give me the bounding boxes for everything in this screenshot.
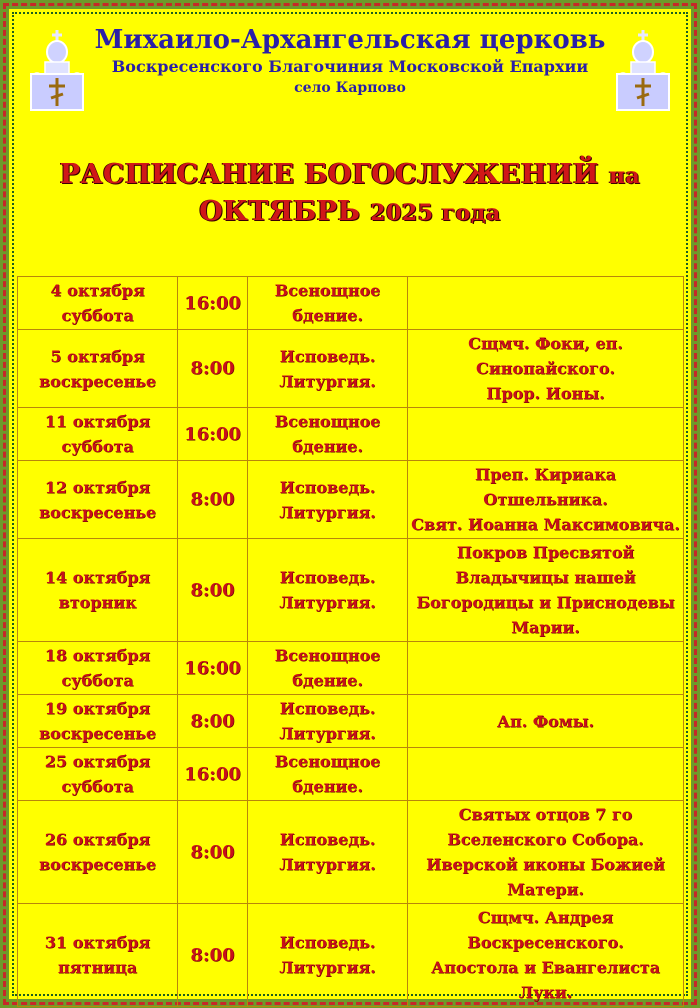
- date-text: 12 октября: [44, 477, 151, 497]
- time-cell: [178, 330, 248, 408]
- feast-cell: [408, 408, 684, 461]
- feast-line: Воскресенского.: [467, 933, 624, 952]
- time-text: 16:00: [184, 763, 241, 785]
- date-cell: [18, 801, 178, 904]
- service-line: Литургия.: [279, 724, 376, 743]
- table-row: [18, 904, 684, 1007]
- date-cell: [18, 748, 178, 801]
- service-line: Литургия.: [279, 502, 376, 522]
- table-row: [18, 539, 684, 642]
- date-cell: [18, 904, 178, 1007]
- feast-line: Синопайского.: [476, 359, 615, 378]
- feast-line: Марии.: [511, 618, 580, 637]
- feast-cell: [408, 330, 684, 408]
- time-cell: [178, 277, 248, 330]
- date-text: 18 октября: [44, 646, 151, 665]
- time-text: 8:00: [190, 489, 235, 510]
- feast-line: Луки.: [518, 983, 573, 1002]
- service-line: Исповедь.: [279, 933, 376, 952]
- date-text: 25 октября: [44, 752, 151, 771]
- service-line: Всенощное: [274, 412, 381, 431]
- feast-line: Сщмч. Андрея: [477, 908, 614, 927]
- service-line: бдение.: [292, 671, 363, 690]
- feast-cell: [408, 461, 684, 539]
- feast-line: Ап. Фомы.: [496, 711, 595, 731]
- service-line: Литургия.: [279, 958, 376, 977]
- service-cell: [248, 748, 408, 801]
- time-text: 8:00: [190, 579, 235, 601]
- service-line: Исповедь.: [279, 830, 376, 849]
- service-cell: [248, 539, 408, 642]
- feast-cell: [408, 904, 684, 1007]
- date-cell: [18, 408, 178, 461]
- service-line: Исповедь.: [279, 699, 376, 718]
- title-line1-suffix: на: [608, 163, 641, 189]
- page-title: [0, 157, 700, 231]
- feast-line: Прор. Ионы.: [486, 384, 605, 403]
- date-text: 31 октября: [44, 933, 151, 952]
- title-line2-suffix: 2025 года: [370, 200, 501, 226]
- table-row: [18, 330, 684, 408]
- feast-line: Покров Пресвятой: [456, 543, 635, 562]
- service-cell: [248, 801, 408, 904]
- date-cell: [18, 330, 178, 408]
- service-cell: [248, 461, 408, 539]
- time-text: 16:00: [184, 657, 241, 679]
- feast-cell: [408, 277, 684, 330]
- time-cell: [178, 801, 248, 904]
- table-row: [18, 277, 684, 330]
- date-cell: [18, 642, 178, 695]
- table-row: [18, 748, 684, 801]
- table-row: [18, 642, 684, 695]
- service-line: Литургия.: [279, 593, 376, 612]
- feast-line: Апостола и Евангелиста: [431, 958, 660, 977]
- service-line: бдение.: [292, 306, 363, 325]
- weekday-text: суббота: [61, 671, 134, 690]
- service-line: Литургия.: [279, 371, 376, 391]
- church-header: [0, 24, 700, 98]
- date-cell: [18, 539, 178, 642]
- feast-cell: [408, 748, 684, 801]
- service-line: бдение.: [292, 777, 363, 796]
- time-cell: [178, 539, 248, 642]
- time-cell: [178, 461, 248, 539]
- date-text: 19 октября: [44, 699, 151, 718]
- weekday-text: воскресенье: [38, 502, 157, 522]
- feast-line: Владычицы нашей: [455, 568, 636, 587]
- schedule-table: [17, 276, 684, 1007]
- feast-line: Иверской иконы Божией: [426, 855, 665, 874]
- weekday-text: суббота: [61, 437, 134, 456]
- time-cell: [178, 695, 248, 748]
- table-row: [18, 801, 684, 904]
- weekday-text: пятница: [57, 958, 138, 977]
- weekday-text: суббота: [61, 306, 134, 325]
- weekday-text: воскресенье: [38, 724, 157, 743]
- date-cell: [18, 277, 178, 330]
- feast-line: Матери.: [507, 880, 584, 899]
- date-text: 5 октября: [50, 346, 145, 366]
- service-line: Литургия.: [279, 855, 376, 874]
- service-line: Исповедь.: [279, 568, 376, 587]
- table-row: [18, 695, 684, 748]
- time-cell: [178, 748, 248, 801]
- date-text: 26 октября: [44, 830, 151, 849]
- feast-line: Святых отцов 7 го: [458, 805, 633, 824]
- feast-line: Богородицы и Приснодевы: [416, 593, 675, 612]
- time-text: 8:00: [190, 944, 235, 966]
- time-text: 8:00: [190, 841, 235, 863]
- table-row: [18, 461, 684, 539]
- feast-line: Преп. Кириака Отшельника.: [474, 465, 617, 509]
- service-cell: [248, 330, 408, 408]
- service-line: Всенощное: [274, 752, 381, 771]
- title-line1-main: РАСПИСАНИЕ БОГОСЛУЖЕНИЙ: [59, 159, 600, 190]
- time-cell: [178, 642, 248, 695]
- time-text: 16:00: [184, 292, 241, 314]
- weekday-text: суббота: [61, 777, 134, 796]
- time-text: 8:00: [190, 710, 235, 732]
- time-text: 16:00: [184, 423, 241, 445]
- date-text: 14 октября: [44, 568, 151, 587]
- service-cell: [248, 408, 408, 461]
- feast-cell: [408, 695, 684, 748]
- time-cell: [178, 904, 248, 1007]
- feast-cell: [408, 539, 684, 642]
- feast-cell: [408, 801, 684, 904]
- service-line: Всенощное: [274, 281, 381, 300]
- deanery-line: Воскресенского Благочиния Московской Епархии: [111, 57, 589, 76]
- church-name: Михаило-Архангельская церковь: [94, 25, 606, 55]
- service-line: Всенощное: [274, 646, 381, 665]
- feast-line: Сщмч. Фоки, еп.: [468, 334, 623, 353]
- feast-line: Свят. Иоанна Максимовича.: [411, 515, 680, 534]
- service-line: Исповедь.: [279, 346, 376, 366]
- time-cell: [178, 408, 248, 461]
- feast-line: Вселенского Собора.: [447, 830, 644, 849]
- date-cell: [18, 695, 178, 748]
- date-text: 11 октября: [44, 412, 151, 431]
- weekday-text: вторник: [58, 593, 137, 612]
- table-row: [18, 408, 684, 461]
- service-line: Исповедь.: [279, 477, 376, 497]
- feast-cell: [408, 642, 684, 695]
- time-text: 8:00: [190, 358, 235, 379]
- service-cell: [248, 277, 408, 330]
- village-line: село Карпово: [294, 80, 406, 96]
- service-cell: [248, 904, 408, 1007]
- service-line: бдение.: [292, 437, 363, 456]
- date-cell: [18, 461, 178, 539]
- service-cell: [248, 642, 408, 695]
- date-text: 4 октября: [50, 281, 145, 300]
- title-line2-main: ОКТЯБРЬ: [199, 196, 361, 227]
- service-cell: [248, 695, 408, 748]
- weekday-text: воскресенье: [38, 371, 157, 391]
- weekday-text: воскресенье: [38, 855, 157, 874]
